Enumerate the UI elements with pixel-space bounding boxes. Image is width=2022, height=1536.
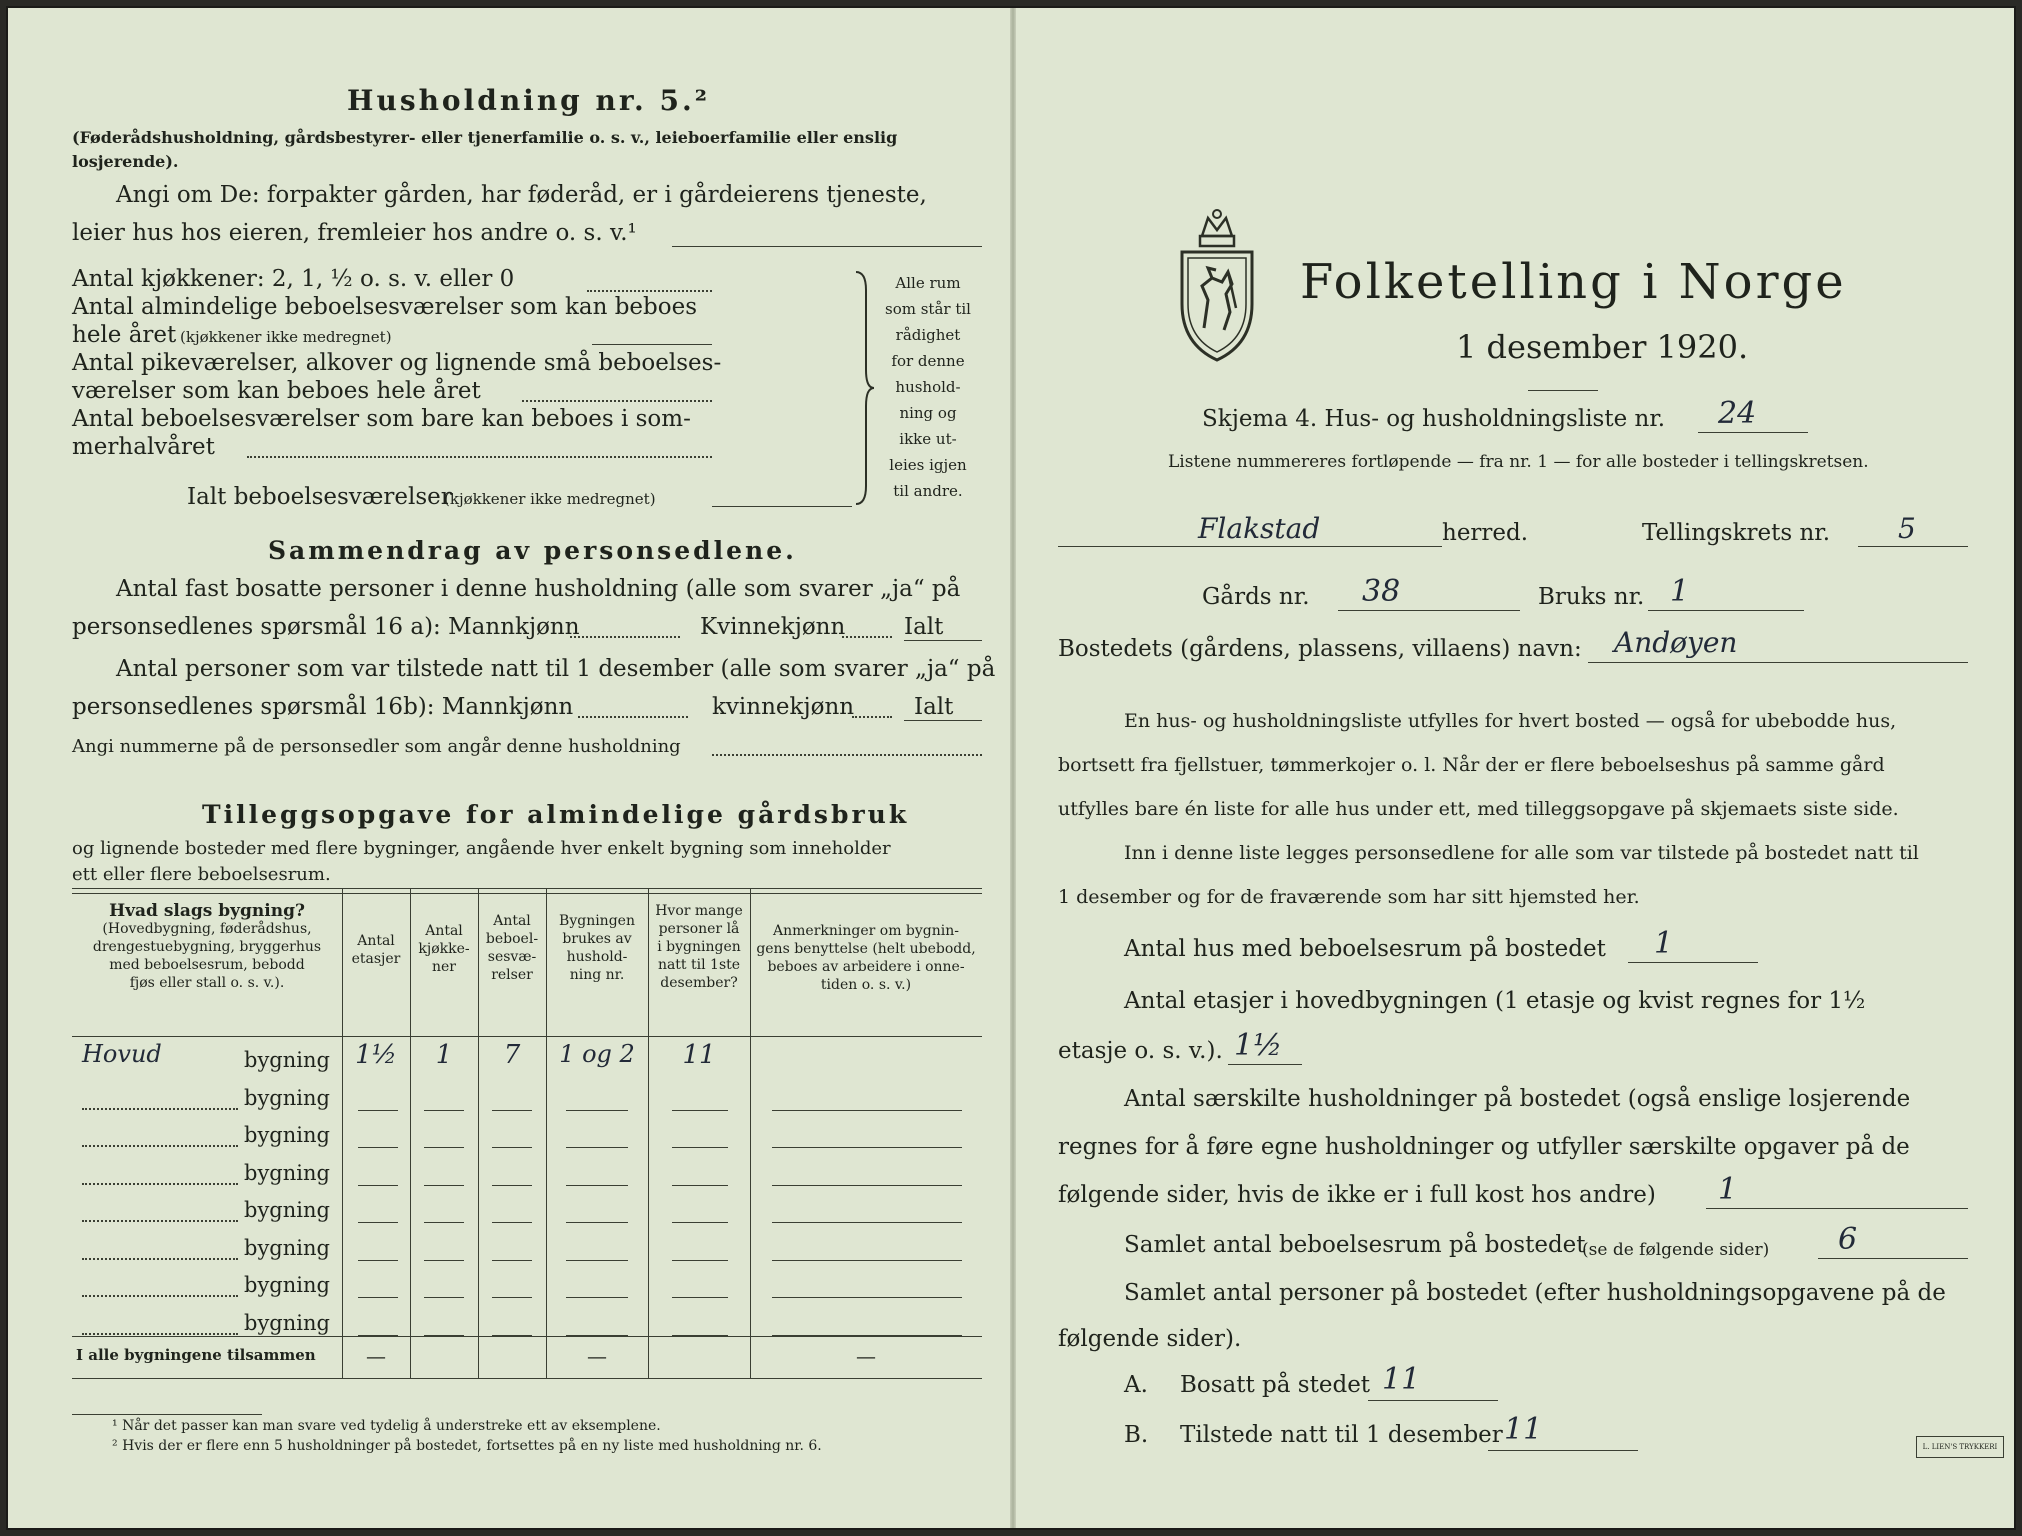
row-cell-field[interactable] — [772, 1110, 962, 1111]
row-cell-field[interactable] — [672, 1147, 728, 1148]
side-note — [874, 270, 982, 504]
para1-line2: bortsett fra fjellstuer, tømmerkojer o. l. Når der er flere beboelseshus på samme gård — [1058, 754, 1885, 776]
brace-icon — [852, 270, 876, 506]
row-cell-field[interactable] — [358, 1147, 398, 1148]
q-floors-2: etasje o. s. v.). — [1058, 1038, 1223, 1064]
q-summer-2: merhalvåret — [72, 434, 215, 460]
summary-2a: Antal personer som var tilstede natt til 1 desember (alle som svarer „ja“ på — [116, 656, 996, 682]
summary-2b: personsedlenes spørsmål 16b): Mannkjønn — [72, 694, 574, 720]
row-cell-field[interactable] — [566, 1260, 628, 1261]
q-maid-dots — [522, 400, 712, 402]
q-floors-field — [1228, 1064, 1302, 1065]
row-cell-field[interactable] — [672, 1335, 728, 1336]
header-line: med beboelsesrum, bebodd — [109, 957, 305, 973]
row-cell-field[interactable] — [492, 1260, 532, 1261]
row-label: bygning — [244, 1160, 330, 1185]
q-a-text: Bosatt på stedet — [1180, 1372, 1371, 1398]
row-household-value: 1 og 2 — [559, 1040, 635, 1068]
herred-field — [1058, 546, 1442, 547]
q-a-value[interactable]: 11 — [1382, 1362, 1421, 1397]
summary-1c: Kvinnekjønn — [700, 614, 846, 640]
herred-label: herred. — [1442, 520, 1529, 546]
census-sheet — [6, 6, 2016, 1530]
q-kitchens: Antal kjøkkener: 2, 1, ½ o. s. v. eller 0 — [72, 266, 515, 292]
row-cell-field[interactable] — [672, 1260, 728, 1261]
q-b-label: B. — [1124, 1422, 1149, 1448]
header-rooms — [478, 912, 546, 984]
row-cell-field[interactable] — [424, 1335, 464, 1336]
schema-label: Skjema 4. Hus- og husholdningsliste nr. — [1202, 406, 1666, 432]
row-type-field[interactable] — [82, 1183, 238, 1185]
row-label: bygning — [244, 1273, 330, 1297]
header-line: hushold- — [566, 949, 628, 965]
total-floors-dash: — — [366, 1344, 386, 1368]
header-line: Hvad slags bygning? — [109, 901, 305, 921]
row-cell-field[interactable] — [358, 1297, 398, 1298]
row-label: bygning — [244, 1235, 330, 1260]
schema-field — [1698, 432, 1808, 433]
header-line: i bygningen — [657, 939, 741, 955]
summary-1b: personsedlenes spørsmål 16 a): Mannkjønn — [72, 614, 580, 640]
header-line: beboel- — [485, 931, 539, 947]
header-line: Anmerkninger om bygnin- — [773, 923, 959, 939]
row-kitchens-value: 1 — [435, 1040, 453, 1070]
header-building-type — [72, 902, 342, 992]
q-kitchens-dots — [587, 290, 712, 292]
household-title: Husholdning nr. 5.² — [347, 84, 711, 117]
row-cell-field[interactable] — [672, 1185, 728, 1186]
row-cell-field[interactable] — [772, 1335, 962, 1336]
row-cell-field[interactable] — [358, 1110, 398, 1111]
summary-1c-field[interactable] — [842, 636, 892, 638]
summary-3: Angi nummerne på de personsedler som angår denne husholdning — [72, 736, 681, 757]
bruk-field — [1648, 610, 1804, 611]
supplement-1: og lignende bosteder med flere bygninger, angående hver enkelt bygning som inneholder — [72, 838, 891, 859]
bosted-field — [1588, 662, 1968, 663]
row-cell-field[interactable] — [566, 1147, 628, 1148]
supplement-title: Tilleggsopgave for almindelige gårdsbruk — [202, 800, 910, 829]
q-floors-1: Antal etasjer i hovedbygningen (1 etasje og kvist regnes for 1½ — [1124, 988, 1866, 1014]
header-persons — [648, 902, 750, 992]
header-line: Antal — [357, 933, 395, 949]
left-page — [72, 8, 996, 1528]
header-line: relser — [491, 967, 533, 983]
q-rooms-2: hele året — [72, 322, 177, 348]
q-households-3: følgende sider, hvis de ikke er i full kost hos andre) — [1058, 1182, 1656, 1208]
header-kitchens — [410, 922, 478, 976]
q-houses-field — [1628, 962, 1758, 963]
bosted-value[interactable]: Andøyen — [1614, 626, 1738, 659]
header-line: fjøs eller stall o. s. v.). — [129, 975, 285, 991]
summary-1d: Ialt — [904, 614, 944, 640]
q-summer-dots — [247, 456, 712, 458]
bruk-label: Bruks nr. — [1538, 584, 1645, 610]
coat-of-arms-icon — [1174, 208, 1260, 364]
herred-value[interactable]: Flakstad — [1198, 512, 1321, 545]
row-label: bygning — [244, 1048, 330, 1072]
gard-field — [1338, 610, 1520, 611]
q-rooms-2b: (kjøkkener ikke medregnet) — [180, 328, 392, 346]
footnote-2-num: ² — [112, 1438, 118, 1454]
side-note-line: leies igjen — [889, 456, 967, 474]
row-type-field[interactable] — [82, 1295, 238, 1297]
summary-3-field[interactable] — [712, 754, 982, 756]
side-note-line: ikke ut- — [899, 430, 957, 448]
summary-1d-field[interactable] — [904, 640, 982, 641]
side-note-line: Alle rum — [895, 274, 961, 292]
side-note-line: hushold- — [895, 378, 961, 396]
row-cell-field[interactable] — [772, 1185, 962, 1186]
header-line: sesvæ- — [487, 949, 537, 965]
q-persons-1: Samlet antal personer på bostedet (efter husholdningsopgavene på de — [1124, 1280, 1946, 1306]
row-type-field[interactable] — [82, 1108, 238, 1110]
q-households-1: Antal særskilte husholdninger på bostedet (også enslige losjerende — [1124, 1086, 1911, 1112]
q-maid-1: Antal pikeværelser, alkover og lignende små beboelses- — [72, 350, 722, 376]
row-cell-field[interactable] — [358, 1222, 398, 1223]
footnote-2 — [112, 1438, 822, 1454]
row-cell-field[interactable] — [358, 1335, 398, 1336]
krets-field — [1858, 546, 1968, 547]
row-cell-field[interactable] — [566, 1335, 628, 1336]
q-rooms: Samlet antal beboelsesrum på bostedet — [1124, 1232, 1586, 1258]
row-cell-field[interactable] — [492, 1335, 532, 1336]
row-cell-field[interactable] — [672, 1297, 728, 1298]
footnote-rule — [72, 1414, 262, 1415]
row-cell-field[interactable] — [492, 1110, 532, 1111]
side-note-line: for denne — [891, 352, 965, 370]
header-line: ner — [432, 959, 456, 975]
row-cell-field[interactable] — [772, 1297, 962, 1298]
row-cell-field[interactable] — [566, 1110, 628, 1111]
para1-line3: utfylles bare én liste for alle hus under ett, med tilleggsopgave på skjemaets siste side. — [1058, 798, 1899, 820]
row-rooms-value: 7 — [503, 1040, 521, 1070]
q-rooms-line[interactable] — [592, 344, 712, 345]
row-cell-field[interactable] — [492, 1297, 532, 1298]
row-cell-field[interactable] — [424, 1222, 464, 1223]
q-households-value[interactable]: 1 — [1718, 1172, 1738, 1207]
row-label: bygning — [244, 1310, 330, 1335]
header-line: drengestuebygning, bryggerhus — [92, 939, 322, 955]
q-persons-2: følgende sider). — [1058, 1326, 1242, 1352]
table-header-rule — [72, 1036, 982, 1037]
table-top-rule — [72, 893, 982, 894]
header-floors — [342, 932, 410, 968]
table-top-rule — [72, 888, 982, 889]
row-cell-field[interactable] — [424, 1147, 464, 1148]
row-cell-field[interactable] — [492, 1222, 532, 1223]
q-total-b: (kjøkkener ikke medregnet) — [444, 490, 656, 508]
summary-title: Sammendrag av personsedlene. — [268, 536, 797, 565]
q-a-label: A. — [1124, 1372, 1148, 1398]
row-cell-field[interactable] — [424, 1260, 464, 1261]
row-cell-field[interactable] — [492, 1147, 532, 1148]
header-line: etasjer — [351, 951, 401, 967]
bruk-value[interactable]: 1 — [1670, 574, 1690, 609]
gard-label: Gårds nr. — [1202, 584, 1310, 610]
side-note-line: ning og — [899, 404, 957, 422]
q-b-field — [1488, 1450, 1638, 1451]
header-household — [546, 912, 648, 984]
printer-stamp: L. LIEN'S TRYKKERI — [1916, 1436, 2004, 1458]
row-type-field[interactable] — [82, 1258, 238, 1260]
summary-2b-field[interactable] — [578, 716, 688, 718]
row-cell-field[interactable] — [672, 1110, 728, 1111]
row-type-value: Hovud — [82, 1040, 162, 1068]
title-rule — [1528, 390, 1598, 391]
header-line: Antal — [493, 913, 531, 929]
row-cell-field[interactable] — [424, 1110, 464, 1111]
row-cell-field[interactable] — [566, 1297, 628, 1298]
building-table — [72, 888, 982, 1400]
numbering-note: Listene nummereres fortløpende — fra nr. 1 — for alle bosteder i tellingskretsen. — [1168, 452, 1869, 472]
q-a-field — [1368, 1400, 1498, 1401]
summary-1b-field[interactable] — [570, 636, 680, 638]
header-line: brukes av — [562, 931, 632, 947]
row-type-field[interactable] — [82, 1333, 238, 1335]
row-cell-field[interactable] — [566, 1222, 628, 1223]
summary-2d: Ialt — [914, 694, 954, 720]
side-note-line: rådighet — [895, 326, 961, 344]
intro-line-1: Angi om De: forpakter gården, har føderåd, er i gårdeierens tjeneste, — [116, 182, 927, 208]
gard-value[interactable]: 38 — [1362, 574, 1401, 609]
krets-label: Tellingskrets nr. — [1642, 520, 1831, 546]
header-line: desember? — [660, 975, 738, 991]
header-line: Antal — [425, 923, 463, 939]
total-label: I alle bygningene tilsammen — [76, 1346, 316, 1364]
side-note-line: til andre. — [893, 482, 963, 500]
para2-line1: Inn i denne liste legges personsedlene for alle som var tilstede på bostedet natt til — [1124, 842, 1919, 864]
summary-2c-field[interactable] — [852, 716, 892, 718]
census-date: 1 desember 1920. — [1456, 328, 1749, 366]
q-rooms-b: (se de følgende sider) — [1582, 1240, 1770, 1260]
q-b-text: Tilstede natt til 1 desember — [1180, 1422, 1503, 1448]
header-line: ning nr. — [569, 967, 625, 983]
q-rooms-field — [1818, 1258, 1968, 1259]
header-line: Bygningen — [559, 913, 635, 929]
q-rooms-1: Antal almindelige beboelsesværelser som kan beboes — [72, 294, 698, 320]
row-cell-field[interactable] — [358, 1185, 398, 1186]
header-line: personer lå — [658, 921, 740, 937]
footnote-1-text: Når det passer kan man svare ved tydelig å understreke ett av eksemplene. — [122, 1418, 661, 1434]
row-cell-field[interactable] — [772, 1260, 962, 1261]
q-total-line[interactable] — [712, 506, 852, 507]
row-cell-field[interactable] — [566, 1185, 628, 1186]
header-line: beboes av arbeidere i onne- — [767, 959, 965, 975]
q-maid-2: værelser som kan beboes hele året — [72, 378, 481, 404]
summary-2c: kvinnekjønn — [712, 694, 855, 720]
krets-value[interactable]: 5 — [1898, 512, 1916, 545]
row-label: bygning — [244, 1198, 330, 1222]
q-floors-value[interactable]: 1½ — [1234, 1028, 1283, 1063]
census-title: Folketelling i Norge — [1300, 254, 1847, 310]
table-bottom-rule — [72, 1378, 982, 1379]
q-households-2: regnes for å føre egne husholdninger og utfyller særskilte opgaver på de — [1058, 1134, 1910, 1160]
header-remarks — [750, 922, 982, 994]
q-rooms-value[interactable]: 6 — [1838, 1222, 1858, 1257]
supplement-2: ett eller flere beboelsesrum. — [72, 864, 331, 885]
row-cell-field[interactable] — [424, 1297, 464, 1298]
row-label: bygning — [244, 1123, 330, 1147]
row-persons-value: 11 — [682, 1040, 716, 1070]
row-type-field[interactable] — [82, 1220, 238, 1222]
q-houses: Antal hus med beboelsesrum på bostedet — [1124, 936, 1606, 962]
intro-line-2: leier hus hos eieren, fremleier hos andre o. s. v.¹ — [72, 220, 637, 246]
para1-line1: En hus- og husholdningsliste utfylles for hvert bosted — også for ubebodde hus, — [1124, 710, 1897, 732]
header-line: Hvor mange — [655, 903, 743, 919]
total-remarks-dash: — — [856, 1344, 876, 1368]
row-label: bygning — [244, 1085, 330, 1110]
summary-2d-field[interactable] — [904, 720, 982, 721]
household-subtitle: (Føderådshusholdning, gårdsbestyrer- eller tjenerfamilie o. s. v., leieboerfamilie eller enslig losjerende). — [72, 128, 898, 171]
bosted-label: Bostedets (gårdens, plassens, villaens) navn: — [1058, 636, 1582, 662]
footnote-1 — [112, 1418, 661, 1434]
header-line: kjøkke- — [418, 941, 470, 957]
header-line: tiden o. s. v.) — [820, 977, 912, 993]
row-cell-field[interactable] — [772, 1147, 962, 1148]
q-households-field — [1706, 1208, 1968, 1209]
q-houses-value[interactable]: 1 — [1654, 926, 1674, 961]
footnote-1-num: ¹ — [112, 1418, 118, 1434]
q-total: Ialt beboelsesværelser — [187, 484, 452, 510]
schema-value[interactable]: 24 — [1718, 396, 1757, 431]
row-cell-field[interactable] — [358, 1260, 398, 1261]
header-line: natt til 1ste — [657, 957, 741, 973]
table-total-rule — [72, 1336, 982, 1337]
q-summer-1: Antal beboelsesværelser som bare kan beboes i som- — [72, 406, 691, 432]
row-cell-field[interactable] — [424, 1185, 464, 1186]
header-line: gens benyttelse (helt ubebodd, — [756, 941, 976, 957]
intro-answer-line[interactable] — [672, 246, 982, 247]
row-type-field[interactable] — [82, 1145, 238, 1147]
side-note-line: som står til — [885, 300, 971, 318]
q-b-value[interactable]: 11 — [1504, 1412, 1543, 1447]
para2-line2: 1 desember og for de fraværende som har sitt hjemsted her. — [1058, 886, 1640, 908]
row-floors-value: 1½ — [355, 1040, 397, 1070]
summary-1a: Antal fast bosatte personer i denne husholdning (alle som svarer „ja“ på — [116, 576, 961, 602]
page-fold — [1010, 8, 1016, 1528]
total-household-dash: — — [587, 1344, 607, 1368]
row-cell-field[interactable] — [772, 1222, 962, 1223]
footnote-2-text: Hvis der er flere enn 5 husholdninger på bostedet, fortsettes på en ny liste med husholdning nr. 6. — [122, 1438, 822, 1454]
header-line: (Hovedbygning, føderådshus, — [102, 921, 312, 937]
row-cell-field[interactable] — [672, 1222, 728, 1223]
right-page — [1058, 8, 1998, 1528]
row-cell-field[interactable] — [492, 1185, 532, 1186]
